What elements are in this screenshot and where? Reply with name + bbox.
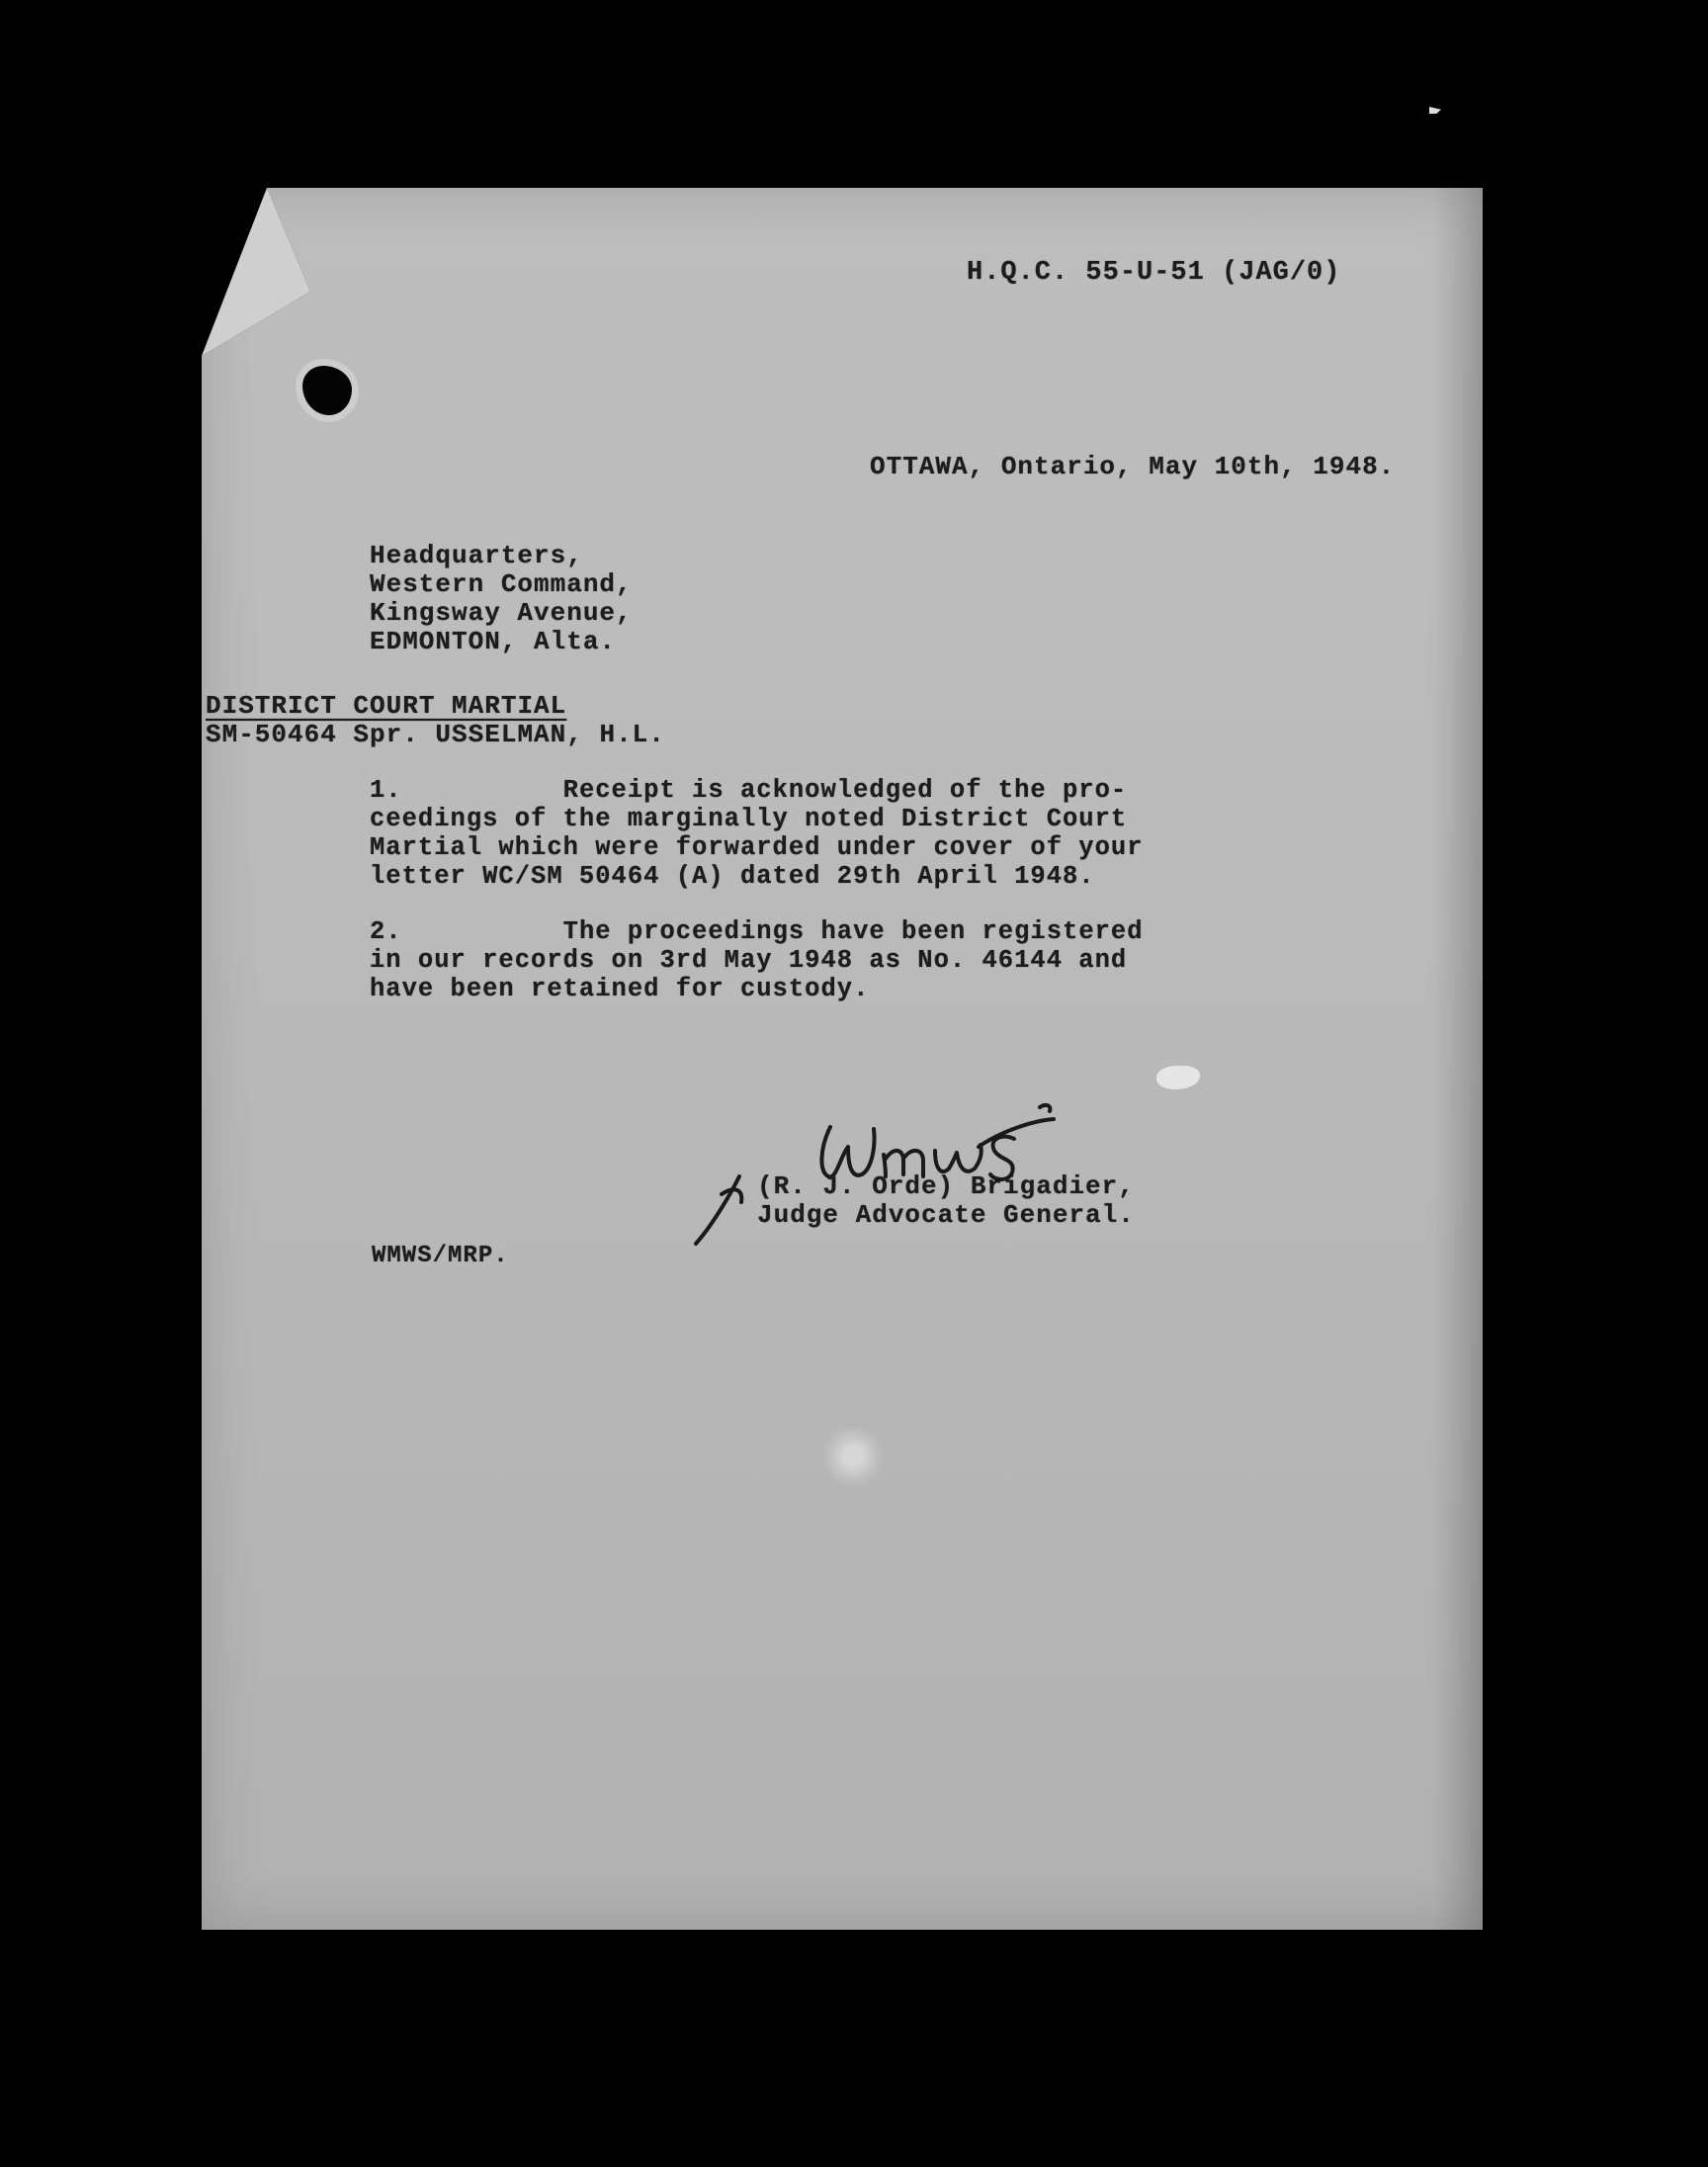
paragraph-2 [370, 917, 1144, 1003]
addressee-line: EDMONTON, Alta. [370, 627, 617, 656]
addressee-line: Kingsway Avenue, [370, 598, 633, 628]
addressee-line: Western Command, [370, 569, 633, 599]
paragraph-number: 2. [370, 917, 402, 946]
subject-block [206, 692, 665, 749]
paragraph-line: have been retained for custody. [370, 975, 870, 1003]
paragraph-number: 1. [370, 776, 402, 805]
paragraph-line: letter WC/SM 50464 (A) dated 29th April 1948. [370, 862, 1095, 891]
scan-speck [1429, 107, 1441, 114]
subject-reference: SM-50464 Spr. USSELMAN, H.L. [206, 720, 665, 749]
letter-page [202, 188, 1483, 1930]
signatory-block [757, 1172, 1135, 1230]
paragraph-1 [370, 776, 1144, 891]
paragraph-line: Receipt is acknowledged of the pro- [562, 776, 1128, 805]
reference-initials: WMWS/MRP. [372, 1243, 509, 1269]
paragraph-line: ceedings of the marginally noted District Court [370, 805, 1128, 833]
page-shadow [1433, 188, 1483, 1930]
paper-blemish [822, 1424, 884, 1489]
signatory-title: Judge Advocate General. [757, 1200, 1135, 1230]
date-line: OTTAWA, Ontario, May 10th, 1948. [870, 452, 1396, 481]
paragraph-line: Martial which were forwarded under cover of your [370, 833, 1144, 862]
addressee-line: Headquarters, [370, 541, 583, 570]
file-reference: H.Q.C. 55-U-51 (JAG/0) [967, 258, 1341, 288]
subject-title: DISTRICT COURT MARTIAL [206, 691, 567, 721]
paragraph-line: in our records on 3rd May 1948 as No. 46144 and [370, 946, 1128, 975]
paragraph-line: The proceedings have been registered [562, 917, 1144, 946]
signatory-name: (R. J. Orde) Brigadier, [757, 1171, 1135, 1201]
addressee-block [370, 542, 633, 656]
